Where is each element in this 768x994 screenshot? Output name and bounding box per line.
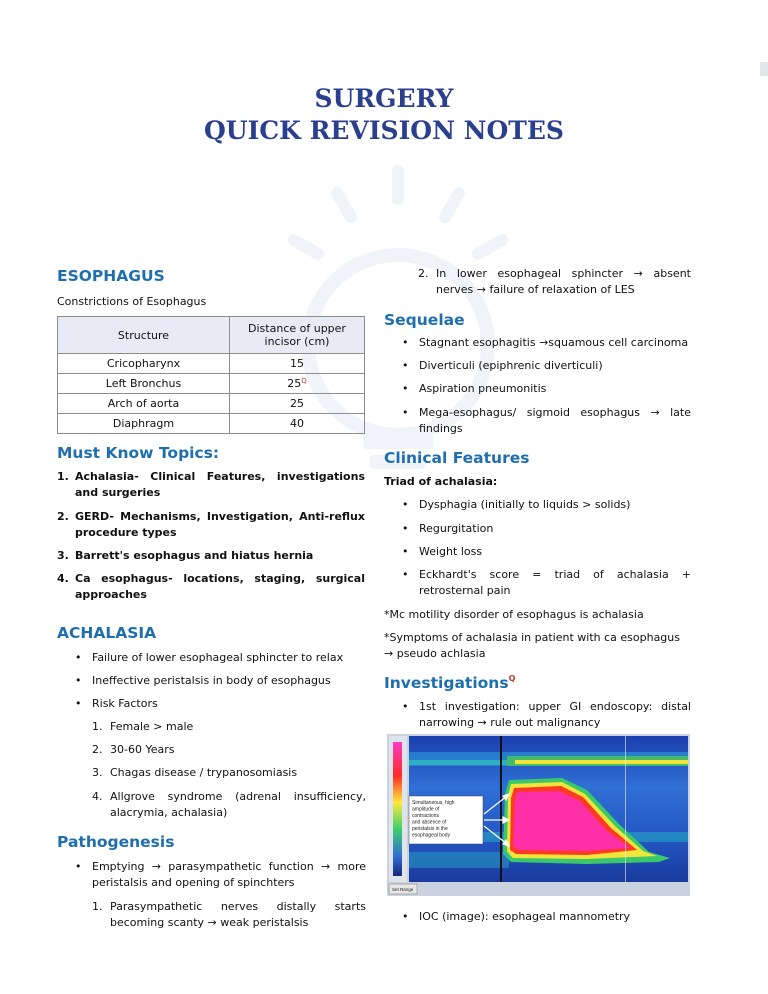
- item-number: 1.: [92, 900, 103, 913]
- pathogenesis-heading: Pathogenesis: [57, 833, 175, 851]
- sequelae-heading: Sequelae: [384, 311, 465, 329]
- table-cell-structure: Diaphragm: [58, 414, 230, 434]
- achalasia-heading: ACHALASIA: [57, 624, 157, 642]
- sequelae-bullet: • Mega-esophagus/ sigmoid esophagus → late findings: [419, 405, 691, 437]
- set-range-label: Set Range: [392, 887, 414, 892]
- item-text: Allgrove syndrome (adrenal insufficiency, alacrymia, achalasia): [110, 790, 366, 819]
- item-number: 3.: [57, 549, 69, 562]
- item-text: Chagas disease / trypanosomiasis: [110, 766, 298, 779]
- table-cell-distance-wrap: [230, 374, 365, 394]
- esophagus-heading: ESOPHAGUS: [57, 267, 165, 285]
- investigation-bullet: • 1st investigation: upper GI endoscopy: distal narrowing → rule out malignancy: [419, 699, 691, 731]
- table-cell-distance: 25: [287, 377, 302, 390]
- table-header-row: [58, 317, 365, 354]
- caption-line: amplitude of: [412, 806, 440, 813]
- constrictions-table: [57, 316, 365, 434]
- item-text: In lower esophageal sphincter → absent nerves → failure of relaxation of LES: [436, 267, 691, 296]
- item-text: Parasympathetic nerves distally starts becoming scanty → weak peristalsis: [110, 900, 366, 929]
- item-number: 1.: [57, 470, 69, 483]
- triad-label: Triad of achalasia:: [384, 475, 498, 488]
- table-cell-distance: 25: [230, 394, 365, 414]
- item-number: 4.: [92, 790, 103, 803]
- page-title-line2: QUICK REVISION NOTES: [204, 116, 564, 145]
- table-header-structure: Structure: [58, 317, 230, 354]
- caption-line: peristalsis in the: [412, 826, 448, 832]
- item-number: 1.: [92, 720, 103, 733]
- must-know-heading: Must Know Topics:: [57, 444, 220, 462]
- risk-factor-item: [92, 719, 366, 735]
- item-number: 3.: [92, 766, 103, 779]
- scroll-tab[interactable]: [760, 62, 768, 76]
- item-text: 30-60 Years: [110, 743, 175, 756]
- achalasia-bullet: • Risk Factors: [92, 696, 366, 712]
- clinical-note: *Symptoms of achalasia in patient with ca esophagus → pseudo achlasia: [384, 631, 680, 660]
- caption-line: esophageal body: [412, 832, 451, 839]
- sequelae-bullet: • Diverticuli (epiphrenic diverticuli): [419, 358, 691, 374]
- risk-factor-item: [92, 742, 366, 758]
- pathogenesis-bullet: • Emptying → parasympathetic function → more peristalsis and opening of spinchters: [92, 859, 366, 891]
- table-cell-structure: Left Bronchus: [58, 374, 230, 394]
- item-text: Barrett's esophagus and hiatus hernia: [75, 549, 314, 562]
- table-cell-distance: 40: [230, 414, 365, 434]
- must-know-item: [57, 469, 365, 501]
- item-number: 4.: [57, 572, 69, 585]
- must-know-item: [57, 571, 365, 603]
- question-mark-badge: Q: [301, 377, 307, 385]
- clinical-bullet: • Dysphagia (initially to liquids > solids): [419, 497, 691, 513]
- item-text: GERD- Mechanisms, Investigation, Anti-reflux procedure types: [75, 510, 365, 539]
- page-title-line1: SURGERY: [314, 84, 454, 113]
- clinical-note: *Mc motility disorder of esophagus is achalasia: [384, 608, 644, 621]
- must-know-item: [57, 548, 365, 564]
- item-number: 2.: [418, 267, 429, 280]
- achalasia-bullet: • Failure of lower esophageal sphincter to relax: [92, 650, 366, 666]
- item-number: 2.: [92, 743, 103, 756]
- clinical-features-heading: Clinical Features: [384, 449, 530, 467]
- caption-box: [409, 796, 483, 844]
- item-number: 2.: [57, 510, 69, 523]
- clinical-bullet: • Weight loss: [419, 544, 691, 560]
- table-cell-structure: Cricopharynx: [58, 354, 230, 374]
- risk-factor-item: [92, 765, 366, 781]
- achalasia-bullet: • Ineffective peristalsis in body of esophagus: [92, 673, 366, 689]
- investigations-heading-wrap: [384, 674, 515, 692]
- risk-factor-item: [92, 789, 366, 821]
- item-text: Achalasia- Clinical Features, investigations and surgeries: [75, 470, 365, 499]
- item-text: Female > male: [110, 720, 194, 733]
- investigations-heading: Investigations: [384, 674, 509, 692]
- table-row: [58, 354, 365, 374]
- clinical-bullet: • Eckhardt's score = triad of achalasia + retrosternal pain: [419, 567, 691, 599]
- sequelae-bullet: • Stagnant esophagitis →squamous cell carcinoma: [419, 335, 691, 351]
- table-cell-distance: 15: [230, 354, 365, 374]
- table-row: [58, 374, 365, 394]
- must-know-item: [57, 509, 365, 541]
- table-header-distance: Distance of upper incisor (cm): [230, 317, 365, 354]
- clinical-bullet: • Regurgitation: [419, 521, 691, 537]
- question-mark-badge: Q: [508, 674, 516, 683]
- pathogenesis-item: [418, 266, 691, 298]
- investigation-bullet: • IOC (image): esophageal mannometry: [419, 909, 691, 925]
- sequelae-bullet: • Aspiration pneumonitis: [419, 381, 691, 397]
- caption-line: and absence of: [412, 819, 447, 826]
- pathogenesis-item: [92, 899, 366, 931]
- item-text: Ca esophagus- locations, staging, surgical approaches: [75, 572, 365, 601]
- manometry-image: [387, 734, 690, 896]
- caption-line: Simultaneous, high: [412, 800, 455, 806]
- table-row: [58, 414, 365, 434]
- constrictions-subheading: Constrictions of Esophagus: [57, 295, 207, 308]
- table-cell-structure: Arch of aorta: [58, 394, 230, 414]
- caption-line: contractions: [412, 813, 439, 819]
- table-row: [58, 394, 365, 414]
